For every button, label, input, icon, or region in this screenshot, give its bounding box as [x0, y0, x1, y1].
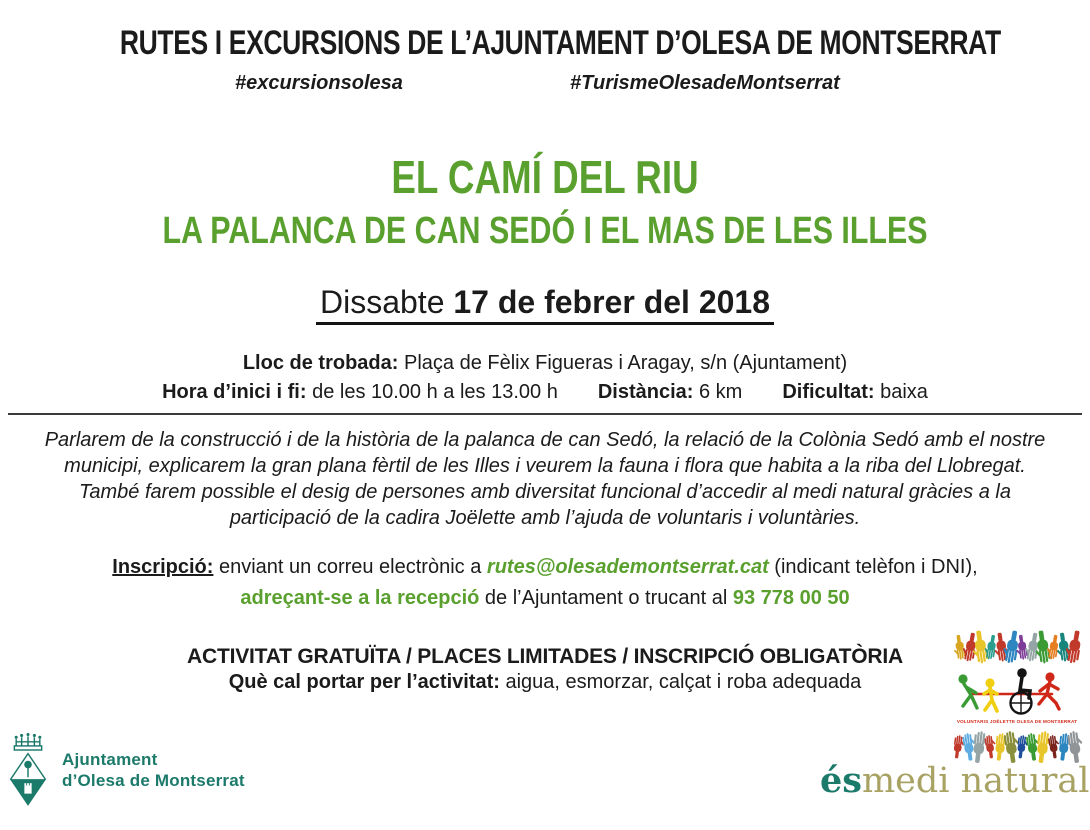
- inscription-text-2: (indicant telèfon i DNI),: [768, 556, 978, 578]
- conditions-line: ACTIVITAT GRATUÏTA / PLACES LIMITADES / INSCRIPCIÓ OBLIGATÒRIA: [187, 645, 903, 668]
- time-item: [162, 381, 558, 404]
- event-title: EL CAMÍ DEL RIU: [391, 151, 699, 203]
- difficulty-item: [782, 381, 928, 404]
- event-date-day: Dissabte: [319, 284, 454, 320]
- joelette-caption: VOLUNTARIS JOËLETTE OLESA DE MONTSERRAT: [956, 719, 1078, 724]
- inscription-text-1: enviant un correu electrònic a: [213, 556, 487, 578]
- event-subtitle: LA PALANCA DE CAN SEDÓ I EL MAS DE LES ILLES: [162, 210, 928, 252]
- description-paragraph: [0, 427, 1090, 531]
- meeting-value: Plaça de Fèlix Figueras i Aragay, s/n (Ajuntament): [398, 352, 848, 374]
- esmedi-natural-logo: [820, 760, 1089, 801]
- email-link[interactable]: rutes@olesademontserrat.cat: [486, 556, 769, 578]
- bring-value: aigua, esmorzar, calçat i roba adequada: [499, 671, 862, 693]
- council-crest-icon: [8, 731, 48, 809]
- event-date: [0, 284, 1090, 321]
- walker-figure-green: [958, 674, 967, 683]
- reception-highlight: adreçant-se a la recepció: [240, 587, 480, 609]
- council-logo-block: [8, 731, 245, 809]
- phone-number: 93 778 00 50: [732, 587, 850, 609]
- distance-label: Distància:: [597, 381, 694, 403]
- hashtag-turisme: #TurismeOlesadeMontserrat: [570, 72, 840, 94]
- difficulty-label: Dificultat:: [782, 381, 875, 403]
- meeting-label: Lloc de trobada:: [242, 352, 399, 374]
- difficulty-value: baixa: [874, 381, 928, 403]
- description-line: participació de la cadira Joëlette amb l’ajuda de voluntaris i voluntàries.: [229, 507, 861, 529]
- distance-value: 6 km: [693, 381, 743, 403]
- description-line: municipi, explicarem la gran plana fèrtil de les Illes i veurem la fauna i flora que habita a la riba del Llobregat.: [64, 455, 1026, 477]
- council-name-line1: Ajuntament: [62, 749, 158, 769]
- page-title: RUTES I EXCURSIONS DE L’AJUNTAMENT D’OLESA DE MONTSERRAT: [119, 24, 1001, 62]
- meeting-point-line: [0, 352, 1090, 375]
- brand-medi-natural: medi natural: [861, 761, 1090, 801]
- inscription-text-3: de l’Ajuntament o trucant al: [479, 587, 733, 609]
- hashtag-excursions: #excursionsolesa: [235, 72, 403, 94]
- joelette-volunteers-logo: [950, 624, 1084, 764]
- joelette-logo-graphic: [950, 624, 1084, 764]
- council-name: [62, 749, 245, 792]
- inscription-label: Inscripció:: [112, 556, 214, 578]
- event-date-full: 17 de febrer del 2018: [453, 284, 770, 320]
- brand-es: és: [820, 760, 862, 801]
- description-line: També farem possible el desig de persones amb diversitat funcional d’accedir al medi natural gràcies a la: [79, 481, 1011, 503]
- distance-item: [598, 381, 743, 404]
- separator-line: [8, 413, 1082, 415]
- council-name-line2: d’Olesa de Montserrat: [62, 771, 245, 790]
- time-label: Hora d’inici i fi:: [162, 381, 307, 403]
- time-value: de les 10.00 h a les 13.00 h: [306, 381, 558, 403]
- bring-line: [0, 671, 1090, 694]
- bring-label: Què cal portar per l’activitat:: [228, 671, 500, 693]
- description-line: Parlarem de la construcció i de la història de la palanca de can Sedó, la relació de la Colònia Sedó amb el nostre: [44, 429, 1046, 451]
- schedule-line: [0, 381, 1090, 404]
- inscription-paragraph: [0, 552, 1090, 614]
- joelette-scene: [958, 668, 1059, 713]
